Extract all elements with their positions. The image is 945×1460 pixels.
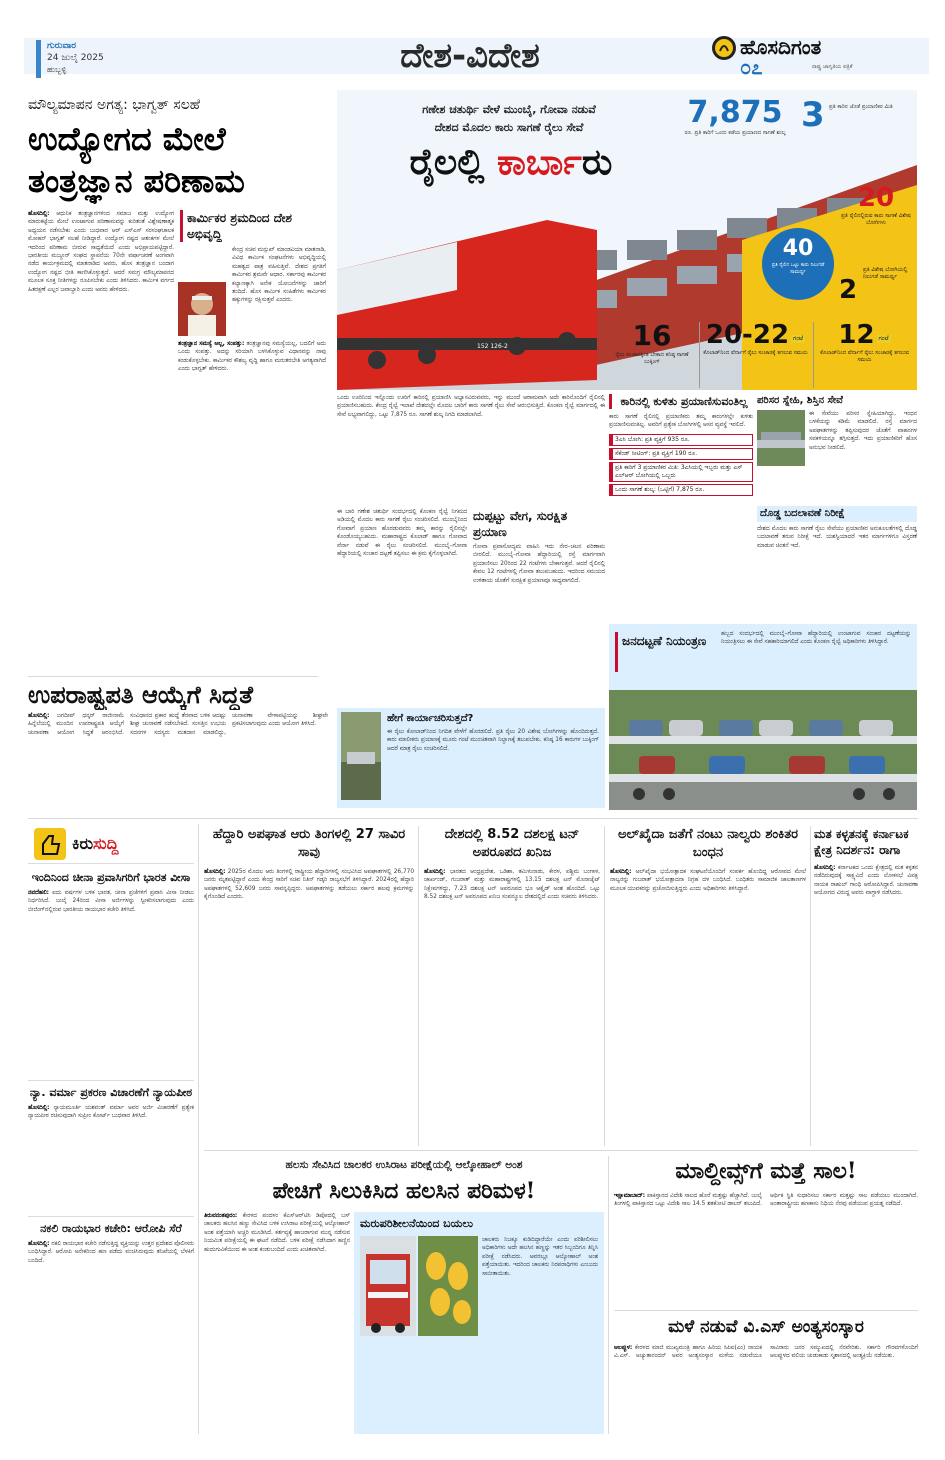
stat-value: 16 [632,322,672,352]
paper-tagline: ರಾಷ್ಟ್ರ ಜಾಗೃತಿಯ ಪತ್ರಿಕೆ [812,64,853,70]
kiru-body: ನ್ಯಾಯಮೂರ್ತಿ ಯಶವಂತ್ ವರ್ಮಾ ಅವರ ಅರ್ಜಿ ವಿಚಾರಣೆಗೆ ಪ್ರತ್ಯೇಕ ನ್ಯಾಯಪೀಠ ರಚಿಸುವುದಾಗಿ ಸುಪ್ರೀಂ ಕೋರ್ಟ್ ಬುಧವಾರ ತಿಳಿಸಿದೆ. [28,1105,194,1120]
vp-body [28,712,328,804]
stat-value-row [700,322,811,348]
stat-label: ಪ್ರತಿ ರೈಲಿನ ಒಟ್ಟು ಕಾರು ನಿಲುಗಡೆ ಸಾಮರ್ಥ್ಯ [771,262,825,275]
debt-headline: ಮಾಲ್ದೀವ್ಸ್‌ಗೆ ಮತ್ತೆ ಸಾಲ! [675,1158,857,1184]
stat-label: ರೈಲು ಸಂಚಾರಕ್ಕಿಂತ ಬೇಕಾದ ಕನಿಷ್ಠ ಸಾಗಣೆ ಬುಕ್ಕಿಂಗ್ [615,352,689,365]
kiru-item-1 [28,870,194,1080]
masthead-date: 24 ಜುಲೈ 2025 [47,53,104,63]
story-headline: ಹೆದ್ದಾರಿ ಅಪಘಾತ ಆರು ತಿಂಗಳಲ್ಲಿ 27 ಸಾವಿರ ಸಾವು [212,827,406,860]
fee-item: ಸೆಕೆಂಡ್ ಸೀಟಿಂಗ್: ಪ್ರತಿ ವ್ಯಕ್ತಿಗೆ 190 ರೂ. [609,448,753,460]
stat-value-row [814,322,915,348]
story-dateline: ಹೊಸದಿಲ್ಲಿ: [204,869,226,875]
stat-16 [607,322,697,388]
kiru-body: ಐದು ವರ್ಷಗಳ ಬಳಿಕ ಭಾರತ, ಚೀನಾ ಪ್ರಜೆಗಳಿಗೆ ಪ್ರವಾಸಿ ವೀಸಾ ನೀಡಲು ನಿರ್ಧರಿಸಿದೆ. ಜುಲೈ 24ರಿಂದ ವೀಸಾ ಅರ್ಜಿಗಳನ್ನು ಸ್ವೀಕರಿಸಲಾಗುವುದು ಎಂದು ಬೀಜಿಂಗ್‌ನಲ್ಲಿರುವ ಭಾರತೀಯ ರಾಯಭಾರ ಕಚೇರಿ ತಿಳಿಸಿದೆ. [28,890,194,913]
recheck-body: ಚಾಲಕರು ನಿಜಕ್ಕೂ ಕುಡಿದಿದ್ದಾರೆಯೇ ಎಂದು ಪರಿಶೀಲಿಸಲು ಅಧಿಕಾರಿಗಳು ಅದೇ ಹಲಸಿನ ಹಣ್ಣನ್ನು ಇತರ ಸಿಬ್ಬಂದಿಗೂ ತಿನ್ನಿಸಿ ಪರೀಕ್ಷೆ ನಡೆಸಿದರು. ಅವರಲ್ಲೂ ಆಲ್ಕೋಹಾಲ್ ಅಂಶ ಪತ್ತೆಯಾಯಿತು. ಇದರಿಂದ ಚಾಲಕರು ನಿರಪರಾಧಿಗಳು ಎಂಬುದು ಸಾಬೀತಾಯಿತು. [482,1237,598,1277]
eco-title: ಪರಿಸರ ಸ್ನೇಹಿ, ಶಿಸ್ತಿನ ಸೇವೆ [757,395,843,406]
stat-label: ಪ್ರತಿ ರೈಲಿನಲ್ಲಿರುವ ಕಾರು ಸಾಗಣೆ ವಿಶೇಷ ಬೋಗಿಗಳು [841,213,911,226]
train-headline-c: ಬಾರು [581,142,613,183]
story-minerals [424,826,600,1146]
stat-label: ಕೊಲಾಡ್‌ನಿಂದ ವೆರ್ನಾಗೆ ರೈಲು ಸಂಚಾರಕ್ಕೆ ತಗಲುವ ಸಮಯ [703,350,808,356]
lead-subhead: ತಂತ್ರಜ್ಞಾನ ಸಮಸ್ಯೆ ಅಲ್ಲ, ಸಂಪತ್ತು: [178,341,245,347]
big-change-title: ದೊಡ್ಡ ಬದಲಾವಣೆ ನಿರೀಕ್ಷೆ [757,506,917,522]
bhagwat-photo [178,282,226,336]
story-dateline: ಹೊಸದಿಲ್ಲಿ: [610,869,632,875]
funeral-story [614,1314,918,1434]
masthead-day: ಗುರುವಾರ [47,41,77,51]
stat-12 [813,322,915,388]
big-change-box [757,506,917,606]
fees-box [609,394,753,606]
story-dateline: ಹೊಸದಿಲ್ಲಿ: [424,869,446,875]
story-headline: ದೇಶದಲ್ಲಿ 8.52 ದಶಲಕ್ಷ ಟನ್ ಅಪರೂಪದ ಖನಿಜ [444,827,580,860]
stat-value: 40 [782,236,814,261]
vp-dateline: ಹೊಸದಿಲ್ಲಿ: [28,713,50,719]
speed-section [473,508,605,708]
recheck-title: ಮರುಪರಿಶೀಲನೆಯಿಂದ ಬಯಲು [360,1217,473,1230]
stat-value: 12 [838,322,875,350]
lead-dateline: ಹೊಸದಿಲ್ಲಿ: [28,211,50,217]
funeral-headline: ಮಳೆ ನಡುವೆ ವಿ.ಎಸ್ ಅಂತ್ಯಸಂಸ್ಕಾರ [668,1317,864,1337]
section-title: ದೇಶ-ವಿದೇಶ [400,36,540,76]
registration-marks-center-right [596,1444,656,1452]
big-change-body: ದೇಶದ ಮೊದಲ ಕಾರು ಸಾಗಣೆ ರೈಲು ಸೇವೆಯು ಪ್ರಯಾಣಿಕರ ಅನುಕೂಲತೆಗಳಲ್ಲಿ ದೊಡ್ಡ ಬದಲಾವಣೆ ತರುವ ನಿರೀಕ್ಷೆ ಇದೆ. ಯಶಸ್ವಿಯಾದರೆ ಇತರ ಮಾರ್ಗಗಳಿಗೂ ವಿಸ್ತರಣೆ ಮಾಡುವ ಚಿಂತನೆ ಇದೆ. [757,526,917,549]
fee-list [609,434,753,496]
recheck-box [354,1212,604,1434]
train-headline [351,138,671,188]
lead-headline: ಉದ್ಯೋಗದ ಮೇಲೆ ತಂತ್ರಜ್ಞಾನ ಪರಿಣಾಮ [28,120,245,200]
how-it-works-box [337,708,605,808]
kiru-dateline: ಹೊಸದಿಲ್ಲಿ: [28,1241,50,1247]
train-column-1: ಈ ಬಾರಿ ಗಣೇಶ ಚತುರ್ಥಿ ಸಂದರ್ಭದಲ್ಲಿ ಕೊಂಕಣ ರೈಲ್ವೆ ನಿಗಮದ ಅಡಿಯಲ್ಲಿ ಮೊದಲ ಕಾರು ಸಾಗಣೆ ರೈಲು ಸಂಚರಿಸಲಿದೆ. ಮುಂಬೈನಿಂದ ಗೋವಾಗೆ ಪ್ರಯಾಣ ಹೊರಡುವವರು ತಮ್ಮ ಕಾರನ್ನು ರೈಲಿನಲ್ಲೇ ಕೊಂಡೊಯ್ಯಬಹುದು. ಮಹಾರಾಷ್ಟ್ರದ ಕೊಲಾಡ್ ಹಾಗೂ ಗೋವಾದ ವೆರ್ನಾ ನಡುವೆ ಈ ರೈಲು ಸಂಚರಿಸಲಿದೆ. ಮುಂಬೈ–ಗೋವಾ ಹೆದ್ದಾರಿಯಲ್ಲಿ ಸಂಚಾರ ದಟ್ಟಣೆ ತಪ್ಪಿಸಲು ಈ ಕ್ರಮ ಕೈಗೊಳ್ಳಲಾಗಿದೆ. [337,509,467,558]
jackfruit-body: ಕೇರಳದ ಪಂದಳಂ ಕೆಎಸ್ಆರ್‌ಟಿಸಿ ಡಿಪೋದಲ್ಲಿ ಬಸ್ ಚಾಲಕರು ಹಲಸಿನ ಹಣ್ಣು ಸೇವಿಸಿದ ಬಳಿಕ ಉಸಿರಾಟ ಪರೀಕ್ಷೆಯಲ್ಲಿ ಆಲ್ಕೋಹಾಲ್ ಅಂಶ ಪತ್ತೆಯಾಗಿ ಅಚ್ಚರಿ ಮೂಡಿಸಿದೆ. ಕರ್ತವ್ಯಕ್ಕೆ ಹಾಜರಾಗುವ ಮುನ್ನ ನಡೆಸುವ ನಿಯಮಿತ ಪರೀಕ್ಷೆಯಲ್ಲಿ ಈ ಘಟನೆ ನಡೆದಿದೆ. ಬಳಿಕ ಪರೀಕ್ಷೆ ನಡೆಸಿದಾಗ ಹಣ್ಣಿನ ಹುದುಗುವಿಕೆಯಿಂದ ಈ ಅಂಶ ಕಂಡುಬಂದಿದೆ ಎಂದು ಖಚಿತವಾಗಿದೆ. [204,1213,350,1253]
debt-text: ಪಾಕಿಸ್ತಾನದ ವಿದೇಶಿ ಸಾಲದ ಹೊರೆ ಮತ್ತಷ್ಟು ಹೆಚ್ಚಾಗಿದೆ. ಜುಲೈ ತಿಂಗಳಲ್ಲಿ ಪಾಕಿಸ್ತಾನದ ಒಟ್ಟು ವಿದೇಶಿ ಸಾಲ 14.5 ಶತಕೋಟಿ ಡಾಲರ್ ತಲುಪಿದೆ. ಆರ್ಥಿಕ ಸ್ಥಿತಿ ಸುಧಾರಿಸಲು ಸರ್ಕಾರ ಮತ್ತಷ್ಟು ಸಾಲ ಪಡೆಯಲು ಮುಂದಾಗಿದೆ. ಅಂತಾರಾಷ್ಟ್ರೀಯ ಹಣಕಾಸು ನಿಧಿಯ ನೆರವು ಪಡೆಯುವ ಪ್ರಯತ್ನ ನಡೆದಿದೆ. [614,1193,918,1208]
stat-label: ಪ್ರತಿ ವಿಶೇಷ ಬೋಗಿಯಲ್ಲಿ ನಿಲುಗಡೆ ಸಾಮರ್ಥ್ಯ [863,267,908,280]
kiru-suddi [28,824,194,1434]
funeral-dateline: ಆಲಪ್ಪುಳ: [614,1345,633,1351]
registration-marks-center-left [344,1444,404,1452]
lead-column-2 [178,340,326,670]
lead-kicker: ಮೌಲ್ಯಮಾಪನ ಅಗತ್ಯ: ಭಾಗ್ವತ್ ಸಲಹೆ [28,97,201,113]
train-kicker-2: ದೇಶದ ಮೊದಲ ಕಾರು ಸಾಗಣೆ ರೈಲು ಸೇವೆ [434,121,584,134]
fee-item: 3ಎಸಿ ಬೋಗಿ: ಪ್ರತಿ ವ್ಯಕ್ತಿಗೆ 935 ರೂ. [609,434,753,446]
speed-body: ಗೋವಾ ಪ್ರವಾಸೋದ್ಯಮ ವಾಹಿನಿ ಇದು ನೇರ–ಚಲನ ಪರಿಣಾಮ ಬೀರಲಿದೆ. ಮುಂಬೈ–ಗೋವಾ ಹೆದ್ದಾರಿಯಲ್ಲಿ ರಸ್ತೆ ಮಾರ್ಗವಾಗಿ ಪ್ರಯಾಣಿಸಲು 20ರಿಂದ 22 ಗಂಟೆಗಳು ಬೇಕಾಗುತ್ತವೆ. ಆದರೆ ರೈಲಿನಲ್ಲಿ ಕೇವಲ 12 ಗಂಟೆಗಳಲ್ಲಿ ಗೋವಾ ತಲುಪಬಹುದು. ಇದರಿಂದ ಸಮಯದ ಉಳಿತಾಯ ಜೊತೆಗೆ ಸುರಕ್ಷಿತ ಪ್ರಯಾಣವೂ ಸಾಧ್ಯವಾಗಲಿದೆ. [473,544,605,584]
lead-body-2: ತಂತ್ರಜ್ಞಾನವು ಸಮಸ್ಯೆಯಲ್ಲ, ಬದಲಿಗೆ ಅದು ಒಂದು ಸಂಪತ್ತು. ಅದನ್ನು ಸರಿಯಾಗಿ ಬಳಸಿಕೊಳ್ಳುವ ವಿಧಾನವನ್ನು ನಾವು ಕಂಡುಕೊಳ್ಳಬೇಕು. ಕಾರ್ಮಿಕರ ಕೌಶಲ್ಯ ವೃದ್ಧಿ ಹಾಗೂ ಮರುತರಬೇತಿ ಅಗತ್ಯವಾಗಿದೆ ಎಂದು ಭಾಗ್ವತ್ ಹೇಳಿದರು. [178,341,326,373]
lead-column-1 [28,210,174,670]
engine-number: 152 126-2 [477,343,508,350]
stat-value: 20-22 [705,322,790,350]
fees-body: ಕಾರು ಸಾಗಣೆ ರೈಲಿನಲ್ಲಿ ಪ್ರಯಾಣಿಕರು ತಮ್ಮ ಕಾರುಗಳಲ್ಲೇ ಕುಳಿತು ಪ್ರಯಾಣಿಸುವಂತಿಲ್ಲ. ಅವರಿಗೆ ಪ್ರತ್ಯೇಕ ಬೋಗಿಗಳಲ್ಲಿ ಆಸನ ವ್ಯವಸ್ಥೆ ಇರಲಿದೆ. [609,414,753,429]
how-photo [341,712,381,800]
page-number: ೦೭ [740,56,763,78]
eco-body: ಈ ಸೇವೆಯು ಪರಿಸರ ಸ್ನೇಹಿಯಾಗಿದ್ದು, ಇಂಧನ ಬಳಕೆಯನ್ನು ಕಡಿಮೆ ಮಾಡಲಿದೆ. ರಸ್ತೆ ಮಾರ್ಗದ ಅಪಘಾತಗಳನ್ನು ತಪ್ಪಿಸುವುದರ ಜೊತೆಗೆ ವಾಹನಗಳ ಸವಕಳಿಯನ್ನೂ ತಗ್ಗಿಸುತ್ತದೆ. ಇದು ಪ್ರಯಾಣಿಕರಿಗೆ ಹೊಸ ಅನುಭವ ನೀಡಲಿದೆ. [809,411,917,451]
kiru-title: ನ್ಯಾ. ವರ್ಮಾ ಪ್ರಕರಣ ವಿಚಾರಣೆಗೆ ನ್ಯಾಯಪೀಠ [29,1086,193,1099]
vp-headline: ಉಪರಾಷ್ಟ್ರಪತಿ ಆಯ್ಕೆಗೆ ಸಿದ್ಧತೆ [28,680,253,709]
stat-3 [799,98,909,148]
stat-label: ಕೊಲಾಡ್‌ನಿಂದ ವೆರ್ನಾಗೆ ರೈಲು ಸಂಚಾರಕ್ಕೆ ತಗಲುವ ಸಮಯ [820,350,909,363]
jackfruit-story [204,1156,604,1434]
eco-box [757,394,917,504]
stat-label: ರೂ. ಪ್ರತಿ ಕಾರಿಗೆ ಒಂದು ಕಡೆಯ ಪ್ರಯಾಣದ ಸಾಗಣೆ ಶುಲ್ಕ [684,130,786,136]
fee-item: ಒಂದು ಸಾಗಣೆ ಶುಲ್ಕ: (ಒಟ್ಟಿಗೆ) 7,875 ರೂ. [609,484,753,496]
jackfruit-column [204,1212,350,1434]
kiru-dateline: ಹೊಸದಿಲ್ಲಿ: [28,1105,50,1111]
story-body: ಅಲ್‌ಖೈದಾ ಭಯೋತ್ಪಾದಕ ಸಂಘಟನೆಯೊಂದಿಗೆ ಸಂಪರ್ಕ ಹೊಂದಿದ್ದ ಆರೋಪದ ಮೇಲೆ ನಾಲ್ವರನ್ನು ಗುಜರಾತ್ ಭಯೋತ್ಪಾದನಾ ನಿಗ್ರಹ ದಳ ಬಂಧಿಸಿದೆ. ಬಂಧಿತರು ಸಾಮಾಜಿಕ ಜಾಲತಾಣಗಳ ಮೂಲಕ ಯುವಕರನ್ನು ಪ್ರಚೋದಿಸುತ್ತಿದ್ದರು ಎಂದು ಅಧಿಕಾರಿಗಳು ತಿಳಿಸಿದ್ದಾರೆ. [610,869,806,892]
masthead-city: ಹುಬ್ಬಳ್ಳಿ [47,65,67,74]
jackfruit-photo [418,1236,478,1336]
vp-story [28,680,328,806]
funeral-body [614,1344,918,1434]
logo-emblem-icon [712,36,736,60]
fee-item: ಪ್ರತಿ ಕಾರಿಗೆ 3 ಪ್ರಯಾಣಿಕರ ಮಿತಿ: 3ಎಸಿಯಲ್ಲಿ ಇಬ್ಬರು ಮತ್ತು ಎಸ್ ಎಲ್‌ಆರ್ ಬೋಗಿಯಲ್ಲಿ ಒಬ್ಬರು [609,462,753,482]
kiru-item-2 [28,1080,194,1216]
speed-title: ದುಪ್ಪಟ್ಟು ವೇಗ, ಸುರಕ್ಷಿತ ಪ್ರಯಾಣ [473,509,568,539]
kiru-body: ನಕಲಿ ರಾಯಭಾರ ಕಚೇರಿ ನಡೆಸುತ್ತಿದ್ದ ವ್ಯಕ್ತಿಯನ್ನು ಉತ್ತರ ಪ್ರದೇಶದ ಪೊಲೀಸರು ಬಂಧಿಸಿದ್ದಾರೆ. ಆರೋಪಿ ಅನೇಕರಿಂದ ಹಣ ಪಡೆದು ವಂಚಿಸಿರುವುದು ತನಿಖೆಯಲ್ಲಿ ಬೆಳಕಿಗೆ ಬಂದಿದೆ. [28,1241,194,1264]
story-body: ಭಾರತದ ಆಂಧ್ರಪ್ರದೇಶ, ಒಡಿಶಾ, ತಮಿಳುನಾಡು, ಕೇರಳ, ಪಶ್ಚಿಮ ಬಂಗಾಳ, ಜಾರ್ಖಂಡ್, ಗುಜರಾತ್ ಮತ್ತು ಮಹಾರಾಷ್ಟ್ರಗಳಲ್ಲಿ 13.15 ದಶಲಕ್ಷ ಟನ್ ಮೊನಾಜೈಟ್ ನಿಕ್ಷೇಪಗಳಿದ್ದು, 7.23 ದಶಲಕ್ಷ ಟನ್ ಅಪರೂಪದ ಭೂ ಆಕ್ಸೈಡ್ ಅಂಶ ಹೊಂದಿದೆ. ಒಟ್ಟು 8.52 ದಶಲಕ್ಷ ಟನ್ ಅಪರೂಪದ ಖನಿಜ ಸಂಪನ್ಮೂಲ ದೇಶದಲ್ಲಿದೆ ಎಂದು ಸಚಿವರು ತಿಳಿಸಿದರು. [424,869,600,901]
stat-value: 20 [857,185,895,213]
congestion-title: ಜನದಟ್ಟಣೆ ನಿಯಂತ್ರಣ [615,632,715,672]
kiru-title: ಇಂದಿನಿಂದ ಚೀನಾ ಪ್ರವಾಸಿಗರಿಗೆ ಭಾರತ ವೀಸಾ [31,871,191,884]
debt-body [614,1192,918,1302]
story-dateline: ಹೊಸದಿಲ್ಲಿ: [814,865,836,871]
stat-7875 [675,98,795,148]
jackfruit-dateline: ತಿರುವನಂತಪುರಂ: [204,1213,238,1219]
congestion-body: ಹಬ್ಬದ ಸಂದರ್ಭದಲ್ಲಿ ಮುಂಬೈ–ಗೋವಾ ಹೆದ್ದಾರಿಯಲ್ಲಿ ಉಂಟಾಗುವ ಸಂಚಾರ ದಟ್ಟಣೆಯನ್ನು ನಿಯಂತ್ರಿಸಲು ಈ ಸೇವೆ ಸಹಕಾರಿಯಾಗಲಿದೆ ಎಂದು ಕೊಂಕಣ ರೈಲ್ವೆ ಅಧಿಕಾರಿಗಳು ತಿಳಿಸಿದ್ದಾರೆ. [721,631,911,646]
kiru-label-b: ಸುದ್ದಿ [93,834,119,853]
story-headline: ಮತ ಕಳ್ಳತನಕ್ಕೆ ಕರ್ನಾಟಕ ಕ್ಷೇತ್ರ ನಿದರ್ಶನ: ರಾಗಾ [814,827,909,857]
story-vote-theft [814,826,918,1146]
stat-value: 7,875 [687,98,783,130]
story-accidents [204,826,414,1146]
stat-40 [762,228,834,300]
debt-dateline: ಇಸ್ಲಾಮಾಬಾದ್: [614,1193,646,1199]
fees-title: ಕಾರಿನಲ್ಲಿ ಕುಳಿತು ಪ್ರಯಾಣಿಸುವಂತಿಲ್ಲ [609,394,753,409]
lead-story [28,96,326,674]
masthead [0,0,945,92]
kiru-label [72,832,182,856]
paper-logo [712,34,907,78]
how-title: ಹೇಗೆ ಕಾರ್ಯಾಚರಿಸುತ್ತದೆ? [387,713,474,724]
worker-box [178,210,326,336]
bus-photo [360,1236,416,1336]
stat-2 [837,255,915,315]
eco-photo [757,410,805,466]
registration-marks-left [90,1444,150,1452]
train-kicker-1: ಗಣೇಶ ಚತುರ್ಥಿ ವೇಳೆ ಮುಂಬೈ, ಗೋವಾ ನಡುವೆ [422,103,596,116]
car-carrier-photo [609,690,917,810]
jackfruit-kicker: ಹಲಸು ಸೇವಿಸಿದ ಚಾಲಕರ ಉಸಿರಾಟ ಪರೀಕ್ಷೆಯಲ್ಲಿ ಆಲ್ಕೋಹಾಲ್ ಅಂಶ [285,1159,523,1171]
kiru-title: ನಕಲಿ ರಾಯಭಾರ ಕಚೇರಿ: ಆರೋಪಿ ಸೆರೆ [40,1222,182,1235]
how-body: ಈ ರೈಲು ಕೋಲಾಡ್‌ನಿಂದ ನಿಗದಿತ ವೇಳೆಗೆ ಹೊರಡಲಿದೆ. ಪ್ರತಿ ರೈಲು 20 ವಿಶೇಷ ಬೋಗಿಗಳನ್ನು ಹೊಂದಿರುತ್ತದೆ. ಕಾರು ಮಾಲೀಕರು ಪ್ರಯಾಣಕ್ಕೆ ಮೂರು ಗಂಟೆ ಮುಂಚಿತವಾಗಿ ನಿಲ್ದಾಣಕ್ಕೆ ತಲುಪಬೇಕು. ಕನಿಷ್ಠ 16 ಕಾರುಗಳ ಬುಕ್ಕಿಂಗ್ ಆದರೆ ಮಾತ್ರ ರೈಲು ಸಂಚರಿಸಲಿದೆ. [387,729,599,752]
congestion-box [609,624,917,810]
story-alqaeda [610,826,806,1146]
kiru-dateline: ನವದೆಹಲಿ: [28,890,49,896]
lead-body-1: ಆಧುನಿಕ ತಂತ್ರಜ್ಞಾನಗಳಿಂದ ಸಮಾಜ ಮತ್ತು ಉದ್ಯೋಗ ಮಾರುಕಟ್ಟೆಯ ಮೇಲೆ ಉಂಟಾಗುವ ಪರಿಣಾಮವನ್ನು ಕುರಿತಂತೆ ವಿಶ್ಲೇಷಣಾತ್ಮಕ ಅಧ್ಯಯನ ನಡೆಸಬೇಕು ಎಂದು ಬುಧವಾರ ಆರ್ ಎಸ್ಎಸ್ ಸರಸಂಘಚಾಲಕ ಮೋಹನ್ ಭಾಗ್ವತ್ ಸಲಹೆ ನೀಡಿದ್ದಾರೆ. ಉದ್ಯೋಗ ನಷ್ಟದ ಆತಂಕಗಳ ಮೇಲೆ ಇದರಿಂದ ಪರಿಣಾಮ ಬೀರುವ ಸಾಧ್ಯತೆಯಿದೆ ಎಂದು ಅಭಿಪ್ರಾಯಪಟ್ಟಿದ್ದಾರೆ. ಭಾರತೀಯ ಮಜ್ದೂರ್ ಸಂಘದ ಸ್ಥಾಪನೆಯ 70ನೇ ವರ್ಷಾಚರಣೆ ಅಂಗವಾಗಿ ನಡೆದ ಕಾರ್ಯಕ್ರಮದಲ್ಲಿ ಮಾತನಾಡಿದ ಅವರು, ಹೊಸ ತಂತ್ರಜ್ಞಾನ ಬಂದಾಗ ಉದ್ಯೋಗ ನಷ್ಟದ ಭೀತಿ ಕಾಣಿಸಿಕೊಳ್ಳುತ್ತದೆ. ಆದರೆ ಸಮಗ್ರ ಮೌಲ್ಯಮಾಪನದ ಮೂಲಕ ಸೂಕ್ತ ನೀತಿಗಳನ್ನು ರೂಪಿಸಬೇಕು ಎಂದು ತಿಳಿಸಿದರು. ಕಾರ್ಮಿಕ ವರ್ಗದ ಹಿತರಕ್ಷಣೆ ಎಲ್ಲರ ಜವಾಬ್ದಾರಿ ಎಂದು ಅವರು ಹೇಳಿದರು. [28,211,174,293]
car-train-feature [337,90,917,810]
paper-name: ಹೊಸದಿಗಂತ [740,35,822,59]
stat-label: ಪ್ರತಿ ಕಾರಿನ ಜೊತೆ ಪ್ರಯಾಣಿಕರ ಮಿತಿ [829,104,893,110]
debt-story [614,1156,918,1306]
stat-20 [837,185,915,255]
story-body: 2025ರ ಮೊದಲ ಆರು ತಿಂಗಳಲ್ಲಿ ರಾಷ್ಟ್ರೀಯ ಹೆದ್ದಾರಿಗಳಲ್ಲಿ ಸಂಭವಿಸಿದ ಅಪಘಾತಗಳಲ್ಲಿ 26,770 ಜನರು ಮೃತಪಟ್ಟಿದ್ದಾರೆ ಎಂದು ಕೇಂದ್ರ ಸಾರಿಗೆ ಸಚಿವ ನಿತಿನ್ ಗಡ್ಕರಿ ರಾಜ್ಯಸಭೆಗೆ ತಿಳಿಸಿದ್ದಾರೆ. 2024ರಲ್ಲಿ ಹೆದ್ದಾರಿ ಅಪಘಾತಗಳಲ್ಲಿ 52,609 ಜನರು ಸಾವನ್ನಪ್ಪಿದ್ದರು. ಅಪಘಾತಗಳನ್ನು ತಡೆಯಲು ಸರ್ಕಾರ ಹಲವು ಕ್ರಮಗಳನ್ನು ಕೈಗೊಂಡಿದೆ ಎಂದರು. [204,869,414,901]
stat-value: 2 [839,275,858,305]
kiru-header [28,824,194,864]
stat-unit: ಗಂಟೆ [793,334,804,342]
stat-value: 3 [801,98,825,135]
stat-20-22 [699,322,811,388]
funeral-text: ಕೇರಳದ ಮಾಜಿ ಮುಖ್ಯಮಂತ್ರಿ ಹಾಗೂ ಹಿರಿಯ ಸಿಪಿಐ(ಎಂ) ನಾಯಕ ವಿ.ಎಸ್. ಅಚ್ಯುತಾನಂದನ್ ಅವರ ಅಂತ್ಯಸಂಸ್ಕಾರ ಮಳೆಯ ನಡುವೆಯೂ ಸಾವಿರಾರು ಜನರ ಸಮ್ಮುಖದಲ್ಲಿ ನೆರವೇರಿತು. ಸರ್ಕಾರಿ ಗೌರವಗಳೊಂದಿಗೆ ಆಲಪ್ಪುಳದ ವಲಿಯ ಚುಡುಕಾಡು ಸ್ಮಶಾನದಲ್ಲಿ ಅಂತ್ಯಕ್ರಿಯೆ ನಡೆಯಿತು. [614,1345,918,1360]
story-headline: ಅಲ್‌ಖೈದಾ ಜತೆಗೆ ನಂಟು ನಾಲ್ವರು ಶಂಕಿತರ ಬಂಧನ [617,827,799,860]
train-headline-a: ರೈಲಲ್ಲಿ [409,142,497,183]
vp-text: ಜಗದೀಪ್ ಧನ್ಕರ್ ರಾಜೀನಾಮೆ ಹಿನ್ನೆಲೆಯಲ್ಲಿ ಮುಂದಿನ ಉಪರಾಷ್ಟ್ರಪತಿ ಆಯ್ಕೆಗೆ ಚುನಾವಣಾ ಆಯೋಗ ಸಿದ್ಧತೆ ಆರಂಭಿಸಿದೆ. ಸಂವಿಧಾನದ ಪ್ರಕಾರ ಹುದ್ದೆ ತೆರವಾದ ಬಳಿಕ ಆದಷ್ಟು ಶೀಘ್ರ ಚುನಾವಣೆ ನಡೆಸಬೇಕಿದೆ. ಸಂಸತ್ತಿನ ಉಭಯ ಸದನಗಳ ಸದಸ್ಯರು ಮತದಾನ ಮಾಡಲಿದ್ದು, ಚುನಾವಣಾ ವೇಳಾಪಟ್ಟಿಯನ್ನು ಶೀಘ್ರವೇ ಪ್ರಕಟಿಸಲಾಗುವುದು ಎಂದು ಆಯೋಗ ತಿಳಿಸಿದೆ. [28,713,328,736]
story-body: ಕರ್ನಾಟಕದ ಒಂದು ಕ್ಷೇತ್ರದಲ್ಲಿ ಮತ ಕಳ್ಳತನ ನಡೆದಿರುವುದಕ್ಕೆ ಸಾಕ್ಷ್ಯವಿದೆ ಎಂದು ಲೋಕಸಭೆ ವಿಪಕ್ಷ ನಾಯಕ ರಾಹುಲ್ ಗಾಂಧಿ ಆರೋಪಿಸಿದ್ದಾರೆ. ಚುನಾವಣಾ ಆಯೋಗದ ವಿರುದ್ಧ ಅವರು ವಾಗ್ದಾಳಿ ನಡೆಸಿದರು. [814,865,918,897]
registration-marks-right [850,1444,910,1452]
kiru-item-3 [28,1216,194,1434]
date-block [36,40,136,78]
train-intro: ಒಂದು ಊರಿನಿಂದ ಇನ್ನೊಂದು ಊರಿಗೆ ಕಾರಿನಲ್ಲಿ ಪ್ರಯಾಣಿಸಿ ಅಭ್ಯಾಸವಿರುವವರು, ಇನ್ನು ಮುಂದೆ ಆರಾಮವಾಗಿ ಅದೇ ಕಾರಿನೊಂದಿಗೆ ರೈಲಿನಲ್ಲಿ ಪ್ರಯಾಣಿಸಬಹುದು. ಕೇಂದ್ರ ರೈಲ್ವೆ ಇಲಾಖೆ ದೇಶದಲ್ಲೇ ಮೊದಲ ಬಾರಿಗೆ ಕಾರು ಸಾಗಣೆ ರೈಲು ಸೇವೆ ಆರಂಭಿಸುತ್ತಿದೆ. ಕೊಂಕಣ ರೈಲ್ವೆ ಮಾರ್ಗದಲ್ಲಿ ಈ ಸೇವೆ ಲಭ್ಯವಾಗಲಿದ್ದು, ಒಟ್ಟು 7,875 ರೂ. ಸಾಗಣೆ ಶುಲ್ಕ ನಿಗದಿ ಮಾಡಲಾಗಿದೆ. [337,395,605,418]
jackfruit-headline: ಪೇಚಿಗೆ ಸಿಲುಕಿಸಿದ ಹಲಸಿನ ಪರಿಮಳ! [272,1178,536,1204]
worker-box-title: ಕಾರ್ಮಿಕರ ಶ್ರಮದಿಂದ ದೇಶ ಅಭಿವೃದ್ಧಿ [180,210,324,242]
train-headline-b: ಕಾರ್ [496,142,582,183]
kiru-label-a: ಕಿರು [72,834,94,853]
stat-unit: ಗಂಟೆ [878,334,889,342]
worker-box-body: ಕೇಂದ್ರ ಸಚಿವ ಮನ್ಸುಖ್ ಮಾಂಡವಿಯಾ ಮಾತನಾಡಿ, ವಿವಿಧ ಕಾರ್ಮಿಕ ಸಂಘಟನೆಗಳು ಅಭಿವೃದ್ಧಿಯಲ್ಲಿ ಮಹತ್ವದ ಪಾತ್ರ ವಹಿಸುತ್ತಿವೆ. ದೇಶದ ಪ್ರಗತಿಗೆ ಕಾರ್ಮಿಕರ ಶ್ರಮವೇ ಆಧಾರ. ಸರ್ಕಾರವು ಕಾರ್ಮಿಕರ ಕಲ್ಯಾಣಕ್ಕಾಗಿ ಅನೇಕ ಯೋಜನೆಗಳನ್ನು ಜಾರಿಗೆ ತಂದಿದೆ. ಹೊಸ ಕಾರ್ಮಿಕ ಸಂಹಿತೆಗಳು ಕಾರ್ಮಿಕರ ಹಕ್ಕುಗಳನ್ನು ರಕ್ಷಿಸುತ್ತವೆ ಎಂದರು. [232,247,326,304]
thumbs-up-icon [34,828,66,860]
